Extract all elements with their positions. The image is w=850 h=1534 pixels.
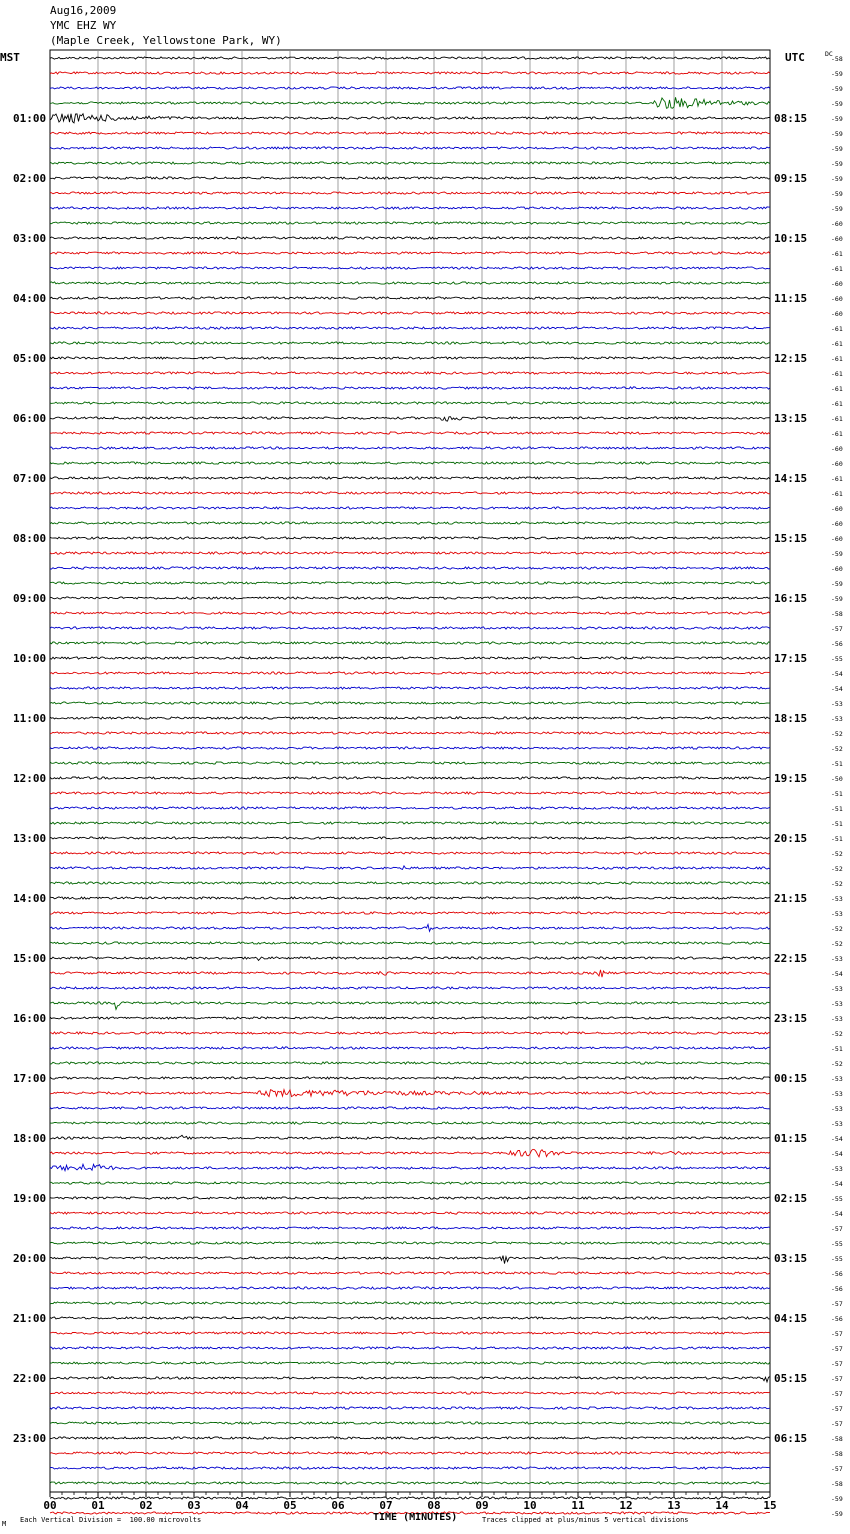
dc-offset-label: -59 bbox=[831, 100, 843, 108]
utc-hour-label: 14:15 bbox=[774, 472, 808, 485]
dc-offset-label: -59 bbox=[831, 145, 843, 153]
dc-offset-label: -51 bbox=[831, 820, 843, 828]
mst-hour-label: 08:00 bbox=[13, 532, 47, 545]
trace-25 bbox=[50, 432, 770, 434]
dc-offset-label: -57 bbox=[831, 1405, 843, 1413]
dc-offset-label: -54 bbox=[831, 1135, 843, 1143]
dc-offset-label: -54 bbox=[831, 1210, 843, 1218]
dc-offset-label: -57 bbox=[831, 1420, 843, 1428]
x-tick-label: 11 bbox=[571, 1499, 585, 1512]
trace-39 bbox=[50, 642, 770, 644]
trace-6 bbox=[50, 147, 770, 149]
dc-offset-label: -60 bbox=[831, 460, 843, 468]
x-axis-title: TIME (MINUTES) bbox=[373, 1512, 458, 1523]
trace-34 bbox=[50, 567, 770, 569]
mst-hour-label: 12:00 bbox=[13, 772, 47, 785]
trace-60 bbox=[50, 957, 770, 961]
trace-0 bbox=[50, 57, 770, 59]
trace-89 bbox=[50, 1392, 770, 1394]
dc-offset-label: -61 bbox=[831, 430, 843, 438]
trace-63 bbox=[50, 1002, 770, 1010]
trace-49 bbox=[50, 792, 770, 794]
trace-62 bbox=[50, 987, 770, 989]
trace-94 bbox=[50, 1467, 770, 1469]
mst-hour-label: 03:00 bbox=[13, 232, 47, 245]
x-tick-label: 10 bbox=[523, 1499, 537, 1512]
trace-76 bbox=[50, 1197, 770, 1199]
x-tick-label: 13 bbox=[667, 1499, 681, 1512]
trace-65 bbox=[50, 1032, 770, 1034]
dc-offset-label: -60 bbox=[831, 235, 843, 243]
trace-33 bbox=[50, 552, 770, 554]
trace-41 bbox=[50, 672, 770, 674]
trace-3 bbox=[50, 97, 770, 108]
mst-hour-label: 06:00 bbox=[13, 412, 47, 425]
mst-hour-label: 10:00 bbox=[13, 652, 47, 665]
trace-87 bbox=[50, 1362, 770, 1364]
dc-offset-label: -55 bbox=[831, 1240, 843, 1248]
dc-offset-label: -57 bbox=[831, 1300, 843, 1308]
mst-hour-label: 19:00 bbox=[13, 1192, 47, 1205]
trace-85 bbox=[50, 1332, 770, 1334]
trace-7 bbox=[50, 162, 770, 164]
trace-30 bbox=[50, 507, 770, 509]
dc-offset-label: -53 bbox=[831, 895, 843, 903]
clip-note: Traces clipped at plus/minus 5 vertical divisions bbox=[482, 1516, 689, 1524]
utc-hour-label: 02:15 bbox=[774, 1192, 808, 1205]
trace-31 bbox=[50, 522, 770, 524]
dc-offset-label: -60 bbox=[831, 565, 843, 573]
dc-offset-label: -53 bbox=[831, 985, 843, 993]
trace-37 bbox=[50, 612, 770, 614]
trace-51 bbox=[50, 822, 770, 824]
dc-offset-label: -60 bbox=[831, 505, 843, 513]
trace-36 bbox=[50, 597, 770, 599]
dc-header-label: DC bbox=[825, 50, 833, 58]
dc-offset-label: -58 bbox=[831, 610, 843, 618]
trace-82 bbox=[50, 1287, 770, 1289]
trace-86 bbox=[50, 1347, 770, 1349]
dc-offset-label: -59 bbox=[831, 580, 843, 588]
dc-offset-label: -53 bbox=[831, 1105, 843, 1113]
utc-hour-label: 11:15 bbox=[774, 292, 808, 305]
mst-hour-label: 15:00 bbox=[13, 952, 47, 965]
trace-83 bbox=[50, 1302, 770, 1304]
dc-offset-label: -53 bbox=[831, 1015, 843, 1023]
dc-offset-label: -60 bbox=[831, 280, 843, 288]
dc-offset-label: -53 bbox=[831, 1000, 843, 1008]
trace-23 bbox=[50, 402, 770, 404]
dc-offset-label: -59 bbox=[831, 85, 843, 93]
trace-2 bbox=[50, 87, 770, 89]
trace-28 bbox=[50, 477, 770, 479]
dc-offset-label: -53 bbox=[831, 1120, 843, 1128]
trace-26 bbox=[50, 447, 770, 449]
utc-hour-label: 22:15 bbox=[774, 952, 808, 965]
dc-offset-label: -50 bbox=[831, 775, 843, 783]
trace-80 bbox=[50, 1256, 770, 1264]
trace-15 bbox=[50, 282, 770, 284]
trace-21 bbox=[50, 372, 770, 374]
dc-offset-label: -52 bbox=[831, 1060, 843, 1068]
x-tick-label: 12 bbox=[619, 1499, 633, 1512]
dc-offset-label: -53 bbox=[831, 715, 843, 723]
utc-hour-label: 05:15 bbox=[774, 1372, 808, 1385]
trace-11 bbox=[50, 222, 770, 224]
dc-offset-label: -53 bbox=[831, 1165, 843, 1173]
dc-offset-label: -52 bbox=[831, 730, 843, 738]
dc-offset-label: -57 bbox=[831, 625, 843, 633]
mst-hour-label: 23:00 bbox=[13, 1432, 47, 1445]
dc-offset-label: -57 bbox=[831, 1225, 843, 1233]
header-station: YMC EHZ WY bbox=[50, 19, 117, 32]
utc-hour-label: 09:15 bbox=[774, 172, 808, 185]
dc-offset-label: -61 bbox=[831, 490, 843, 498]
x-tick-label: 09 bbox=[475, 1499, 489, 1512]
trace-44 bbox=[50, 717, 770, 719]
dc-offset-label: -60 bbox=[831, 535, 843, 543]
x-tick-label: 14 bbox=[715, 1499, 729, 1512]
mst-hour-label: 05:00 bbox=[13, 352, 47, 365]
dc-offset-label: -60 bbox=[831, 220, 843, 228]
trace-54 bbox=[50, 866, 770, 870]
x-tick-label: 00 bbox=[43, 1499, 57, 1512]
dc-offset-label: -61 bbox=[831, 355, 843, 363]
mst-hour-label: 11:00 bbox=[13, 712, 47, 725]
trace-52 bbox=[50, 837, 770, 839]
header-location: (Maple Creek, Yellowstone Park, WY) bbox=[50, 34, 282, 47]
utc-hour-label: 16:15 bbox=[774, 592, 808, 605]
trace-56 bbox=[50, 897, 770, 899]
mst-hour-label: 22:00 bbox=[13, 1372, 47, 1385]
trace-12 bbox=[50, 237, 770, 239]
x-tick-label: 15 bbox=[763, 1499, 777, 1512]
trace-55 bbox=[50, 882, 770, 884]
trace-75 bbox=[50, 1182, 770, 1184]
utc-hour-label: 08:15 bbox=[774, 112, 808, 125]
dc-offset-label: -52 bbox=[831, 745, 843, 753]
trace-18 bbox=[50, 327, 770, 329]
dc-offset-label: -53 bbox=[831, 910, 843, 918]
dc-offset-label: -53 bbox=[831, 955, 843, 963]
mst-hour-label: 20:00 bbox=[13, 1252, 47, 1265]
utc-hour-label: 13:15 bbox=[774, 412, 808, 425]
dc-offset-label: -51 bbox=[831, 760, 843, 768]
trace-22 bbox=[50, 387, 770, 389]
mst-hour-label: 17:00 bbox=[13, 1072, 47, 1085]
trace-70 bbox=[50, 1107, 770, 1109]
utc-hour-label: 23:15 bbox=[774, 1012, 808, 1025]
trace-9 bbox=[50, 192, 770, 194]
trace-1 bbox=[50, 72, 770, 74]
mst-hour-label: 13:00 bbox=[13, 832, 47, 845]
dc-offset-label: -58 bbox=[831, 1450, 843, 1458]
dc-offset-label: -54 bbox=[831, 670, 843, 678]
trace-91 bbox=[50, 1422, 770, 1424]
trace-13 bbox=[50, 252, 770, 254]
trace-74 bbox=[50, 1164, 770, 1171]
dc-offset-label: -56 bbox=[831, 1285, 843, 1293]
plot-frame bbox=[50, 50, 770, 1492]
dc-offset-label: -54 bbox=[831, 970, 843, 978]
dc-offset-label: -56 bbox=[831, 640, 843, 648]
trace-19 bbox=[50, 342, 770, 344]
dc-offset-label: -61 bbox=[831, 265, 843, 273]
right-timezone-label: UTC bbox=[785, 51, 805, 64]
trace-67 bbox=[50, 1062, 770, 1064]
trace-43 bbox=[50, 702, 770, 704]
mst-hour-label: 18:00 bbox=[13, 1132, 47, 1145]
dc-offset-label: -61 bbox=[831, 415, 843, 423]
dc-offset-label: -56 bbox=[831, 1315, 843, 1323]
header-date: Aug16,2009 bbox=[50, 4, 117, 17]
dc-offset-label: -58 bbox=[831, 1435, 843, 1443]
trace-78 bbox=[50, 1227, 770, 1229]
mst-hour-label: 16:00 bbox=[13, 1012, 47, 1025]
trace-42 bbox=[50, 687, 770, 689]
dc-offset-label: -52 bbox=[831, 925, 843, 933]
dc-offset-label: -53 bbox=[831, 700, 843, 708]
dc-offset-label: -58 bbox=[831, 1480, 843, 1488]
dc-offset-label: -57 bbox=[831, 1360, 843, 1368]
trace-14 bbox=[50, 267, 770, 269]
trace-8 bbox=[50, 177, 770, 179]
mst-hour-label: 01:00 bbox=[13, 112, 47, 125]
dc-offset-label: -61 bbox=[831, 475, 843, 483]
utc-hour-label: 15:15 bbox=[774, 532, 808, 545]
dc-offset-label: -61 bbox=[831, 250, 843, 258]
dc-offset-label: -61 bbox=[831, 340, 843, 348]
dc-offset-label: -59 bbox=[831, 190, 843, 198]
trace-79 bbox=[50, 1242, 770, 1244]
dc-offset-label: -59 bbox=[831, 70, 843, 78]
dc-offset-label: -51 bbox=[831, 1045, 843, 1053]
dc-offset-label: -52 bbox=[831, 1030, 843, 1038]
dc-offset-label: -52 bbox=[831, 880, 843, 888]
dc-offset-label: -55 bbox=[831, 1255, 843, 1263]
x-tick-label: 04 bbox=[235, 1499, 249, 1512]
trace-10 bbox=[50, 207, 770, 209]
dc-offset-label: -55 bbox=[831, 655, 843, 663]
dc-offset-label: -54 bbox=[831, 685, 843, 693]
trace-88 bbox=[50, 1377, 770, 1382]
trace-58 bbox=[50, 925, 770, 932]
dc-offset-label: -61 bbox=[831, 370, 843, 378]
corner-mark: M bbox=[2, 1520, 7, 1528]
trace-35 bbox=[50, 582, 770, 584]
trace-93 bbox=[50, 1452, 770, 1454]
trace-27 bbox=[50, 462, 770, 464]
dc-offset-label: -60 bbox=[831, 520, 843, 528]
utc-hour-label: 21:15 bbox=[774, 892, 808, 905]
dc-offset-label: -57 bbox=[831, 1375, 843, 1383]
trace-59 bbox=[50, 942, 770, 944]
trace-29 bbox=[50, 492, 770, 494]
trace-61 bbox=[50, 970, 770, 977]
trace-4 bbox=[50, 114, 770, 123]
trace-32 bbox=[50, 537, 770, 539]
dc-offset-label: -51 bbox=[831, 805, 843, 813]
dc-offset-label: -60 bbox=[831, 445, 843, 453]
x-tick-label: 05 bbox=[283, 1499, 297, 1512]
utc-hour-label: 03:15 bbox=[774, 1252, 808, 1265]
trace-95 bbox=[50, 1482, 770, 1484]
dc-offset-label: -59 bbox=[831, 160, 843, 168]
trace-40 bbox=[50, 657, 770, 659]
dc-offset-label: -61 bbox=[831, 325, 843, 333]
dc-offset-label: -59 bbox=[831, 550, 843, 558]
dc-offset-label: -54 bbox=[831, 1180, 843, 1188]
trace-84 bbox=[50, 1317, 770, 1319]
trace-45 bbox=[50, 732, 770, 734]
utc-hour-label: 04:15 bbox=[774, 1312, 808, 1325]
trace-16 bbox=[50, 297, 770, 299]
dc-offset-label: -59 bbox=[831, 175, 843, 183]
dc-offset-label: -57 bbox=[831, 1465, 843, 1473]
mst-hour-label: 04:00 bbox=[13, 292, 47, 305]
dc-offset-label: -56 bbox=[831, 1270, 843, 1278]
trace-68 bbox=[50, 1077, 770, 1079]
trace-72 bbox=[50, 1135, 770, 1139]
x-tick-label: 07 bbox=[379, 1499, 393, 1512]
dc-offset-label: -61 bbox=[831, 385, 843, 393]
trace-90 bbox=[50, 1407, 770, 1409]
utc-hour-label: 01:15 bbox=[774, 1132, 808, 1145]
utc-hour-label: 06:15 bbox=[774, 1432, 808, 1445]
dc-offset-label: -54 bbox=[831, 1150, 843, 1158]
utc-hour-label: 17:15 bbox=[774, 652, 808, 665]
trace-71 bbox=[50, 1122, 770, 1124]
trace-5 bbox=[50, 132, 770, 134]
trace-57 bbox=[50, 912, 770, 914]
trace-69 bbox=[50, 1090, 770, 1097]
trace-17 bbox=[50, 312, 770, 314]
dc-offset-label: -59 bbox=[831, 1495, 843, 1503]
trace-66 bbox=[50, 1047, 770, 1049]
dc-offset-label: -57 bbox=[831, 1345, 843, 1353]
dc-offset-label: -60 bbox=[831, 310, 843, 318]
utc-hour-label: 18:15 bbox=[774, 712, 808, 725]
x-tick-label: 06 bbox=[331, 1499, 345, 1512]
dc-offset-label: -59 bbox=[831, 205, 843, 213]
dc-offset-label: -59 bbox=[831, 130, 843, 138]
utc-hour-label: 12:15 bbox=[774, 352, 808, 365]
trace-81 bbox=[50, 1272, 770, 1274]
trace-77 bbox=[50, 1212, 770, 1214]
mst-hour-label: 09:00 bbox=[13, 592, 47, 605]
x-tick-label: 01 bbox=[91, 1499, 105, 1512]
trace-50 bbox=[50, 807, 770, 809]
x-tick-label: 03 bbox=[187, 1499, 201, 1512]
trace-47 bbox=[50, 762, 770, 764]
dc-offset-label: -58 bbox=[831, 55, 843, 63]
dc-offset-label: -61 bbox=[831, 400, 843, 408]
mst-hour-label: 02:00 bbox=[13, 172, 47, 185]
dc-offset-label: -52 bbox=[831, 865, 843, 873]
mst-hour-label: 14:00 bbox=[13, 892, 47, 905]
dc-offset-label: -51 bbox=[831, 835, 843, 843]
scale-note: Each Vertical Division = 100.00 microvolts bbox=[20, 1516, 202, 1524]
dc-offset-label: -59 bbox=[831, 595, 843, 603]
dc-offset-label: -57 bbox=[831, 1330, 843, 1338]
dc-offset-label: -60 bbox=[831, 295, 843, 303]
trace-96 bbox=[50, 1497, 770, 1499]
dc-offset-label: -59 bbox=[831, 115, 843, 123]
mst-hour-label: 21:00 bbox=[13, 1312, 47, 1325]
dc-offset-label: -57 bbox=[831, 1390, 843, 1398]
trace-64 bbox=[50, 1017, 770, 1019]
trace-53 bbox=[50, 852, 770, 854]
trace-24 bbox=[50, 417, 770, 421]
dc-offset-label: -53 bbox=[831, 1075, 843, 1083]
trace-46 bbox=[50, 747, 770, 749]
mst-hour-label: 07:00 bbox=[13, 472, 47, 485]
x-tick-label: 08 bbox=[427, 1499, 441, 1512]
dc-offset-label: -51 bbox=[831, 790, 843, 798]
dc-offset-label: -52 bbox=[831, 850, 843, 858]
trace-73 bbox=[50, 1149, 770, 1157]
utc-hour-label: 19:15 bbox=[774, 772, 808, 785]
x-tick-label: 02 bbox=[139, 1499, 153, 1512]
left-timezone-label: MST bbox=[0, 51, 20, 64]
dc-offset-label: -53 bbox=[831, 1090, 843, 1098]
dc-offset-label: -52 bbox=[831, 940, 843, 948]
dc-offset-label: -59 bbox=[831, 1510, 843, 1518]
trace-20 bbox=[50, 357, 770, 359]
trace-38 bbox=[50, 627, 770, 629]
trace-48 bbox=[50, 777, 770, 779]
trace-92 bbox=[50, 1437, 770, 1439]
dc-offset-label: -55 bbox=[831, 1195, 843, 1203]
utc-hour-label: 20:15 bbox=[774, 832, 808, 845]
utc-hour-label: 10:15 bbox=[774, 232, 808, 245]
utc-hour-label: 00:15 bbox=[774, 1072, 808, 1085]
